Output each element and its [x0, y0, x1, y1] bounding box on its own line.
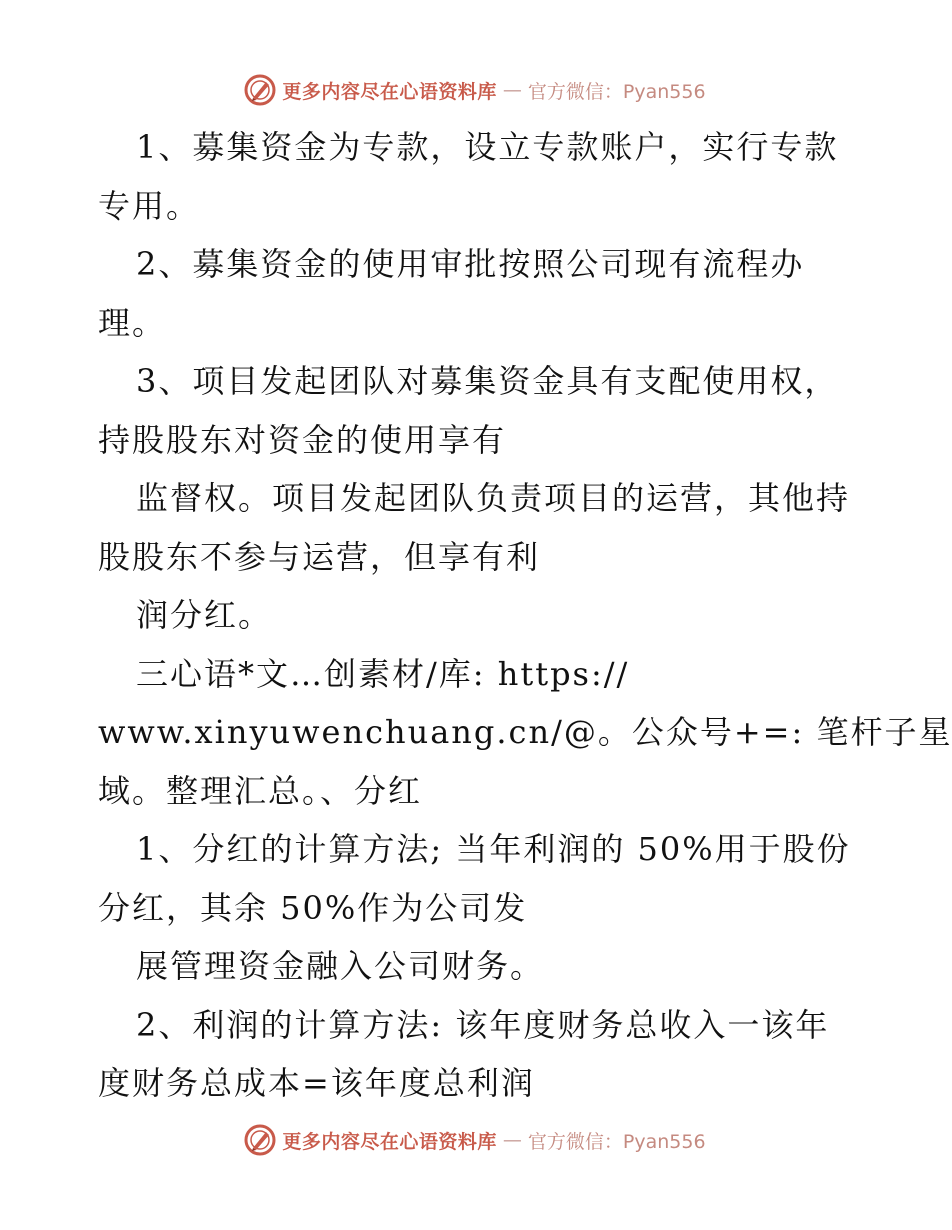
text-line: 2、募集资金的使用审批按照公司现有流程办	[136, 245, 805, 283]
text-line: www.xinyuwenchuang.cn/@。公众号+=: 笔杆子星	[98, 713, 952, 751]
watermark-brand: 更多内容尽在心语资料库	[282, 1130, 497, 1153]
text-line: 2、利润的计算方法: 该年度财务总收入一该年	[136, 1005, 830, 1044]
watermark-dash: —	[502, 79, 522, 101]
text-line: 3、项目发起团队对募集资金具有支配使用权，	[136, 362, 839, 400]
text-line: 三心语*文…创素材/库: https://	[136, 654, 630, 693]
text-line: 分红，其余 50%作为公司发	[98, 888, 528, 927]
watermark-wechat: 官方微信：Pyan556	[527, 80, 706, 103]
text-line: 1、分红的计算方法; 当年利润的 50%用于股份	[136, 830, 851, 868]
text-line: 润分红。	[136, 596, 273, 634]
text-line: 专用。	[98, 186, 201, 225]
watermark-wechat: 官方微信：Pyan556	[527, 1130, 706, 1153]
text-line: 度财务总成本=该年度总利润	[98, 1064, 535, 1102]
text-line: 展管理资金融入公司财务。	[136, 947, 545, 985]
text-line: 持股股东对资金的使用享有	[98, 420, 507, 459]
text-line: 理。	[98, 303, 167, 342]
watermark-dash: —	[502, 1129, 522, 1151]
text-line: 监督权。项目发起团队负责项目的运营，其他持	[136, 479, 851, 517]
header-watermark	[0, 72, 950, 108]
document-body	[98, 118, 952, 1113]
watermark-brand: 更多内容尽在心语资料库	[282, 80, 497, 103]
text-line: 域。整理汇总。、分红	[98, 771, 423, 810]
text-line: 股股东不参与运营，但享有利	[98, 537, 541, 576]
footer-watermark	[0, 1122, 950, 1158]
pen-circle-icon	[244, 1124, 276, 1156]
pen-circle-icon	[244, 74, 276, 106]
text-line: 1、募集资金为专款，设立专款账户，实行专款	[136, 128, 839, 166]
